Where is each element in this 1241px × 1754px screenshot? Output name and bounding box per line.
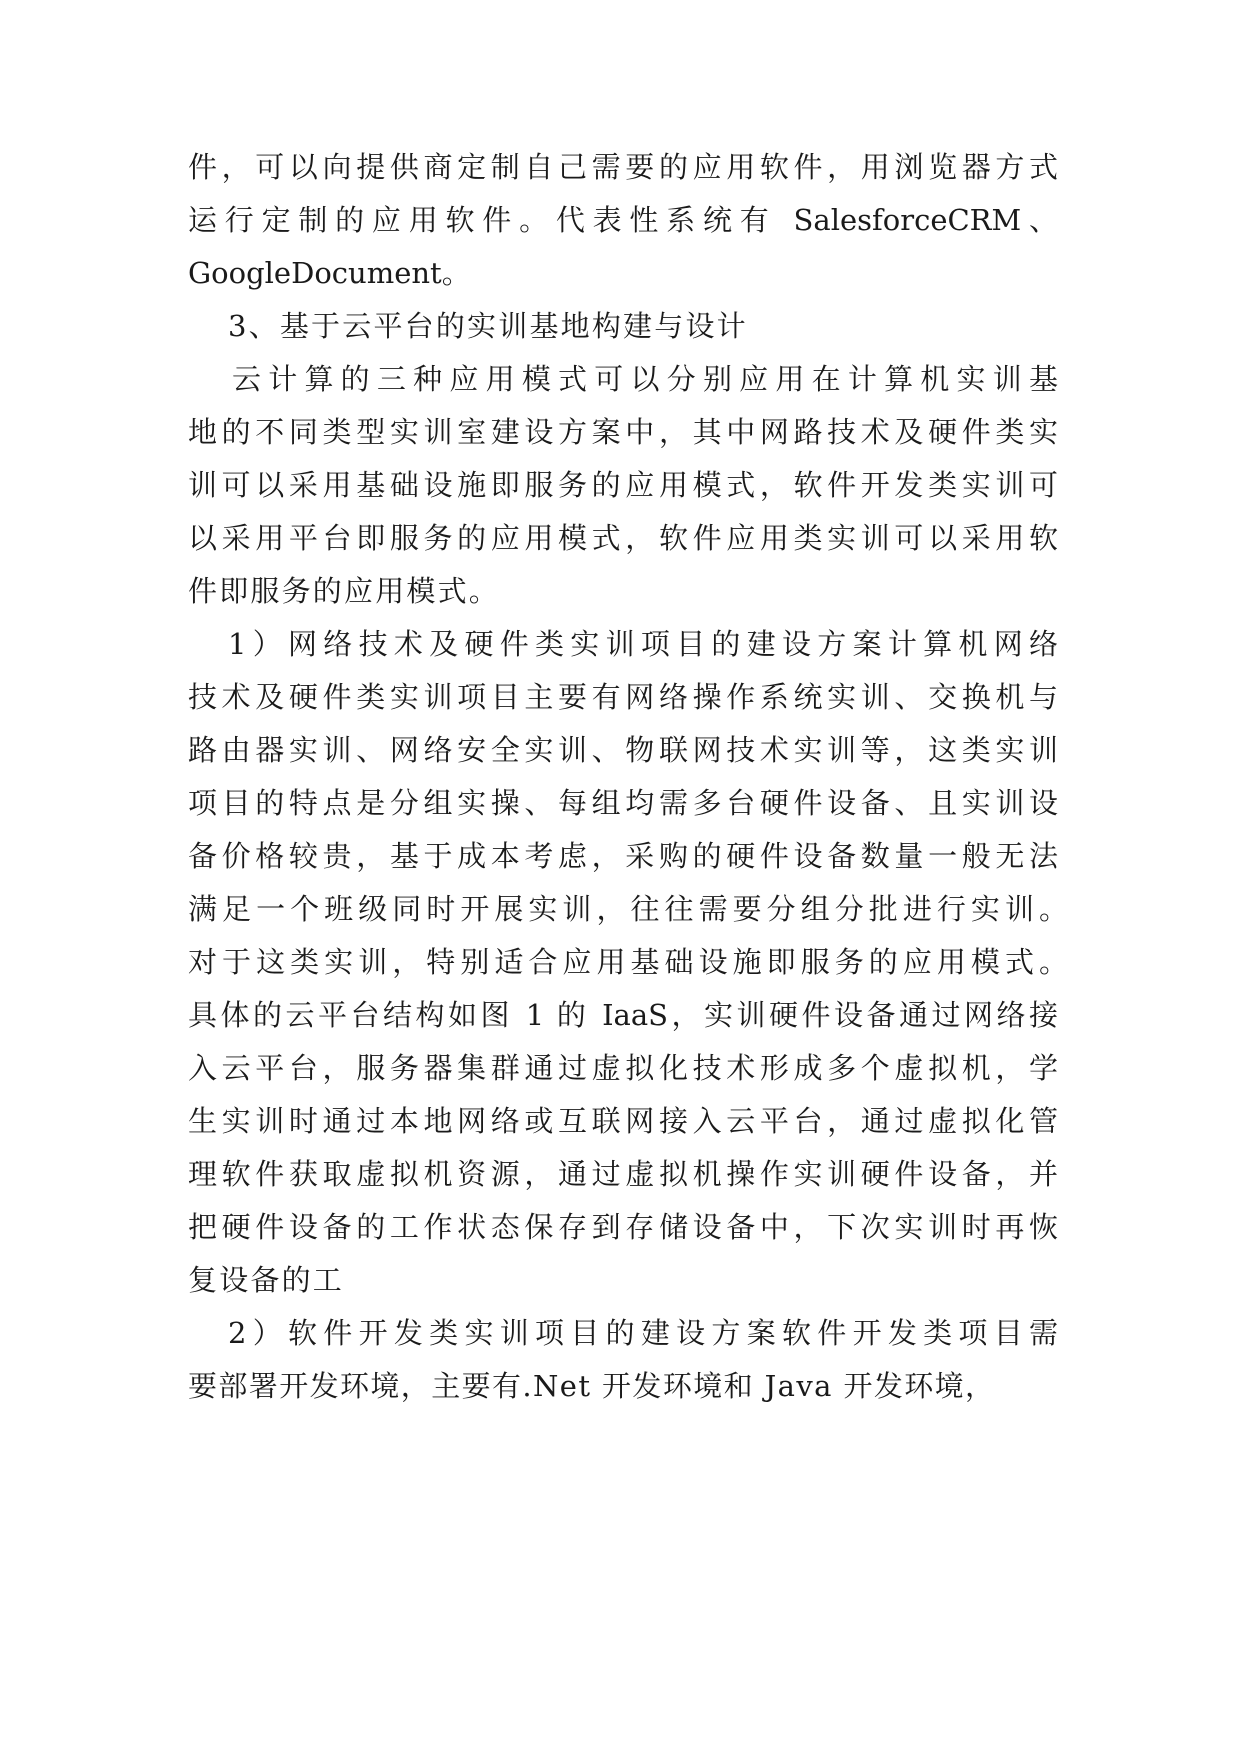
paragraph-2-line-8: 具体的云平台结构如图 1 的 IaaS，实训硬件设备通过网络接 [188, 998, 1058, 1032]
paragraph-1-line-2: 地的不同类型实训室建设方案中，其中网路技术及硬件类实 [188, 415, 1058, 449]
paragraph-3-line-2: 要部署开发环境，主要有.Net 开发环境和 Java 开发环境， [188, 1369, 996, 1403]
text-line-1: 件，可以向提供商定制自己需要的应用软件，用浏览器方式 [188, 150, 1058, 184]
paragraph-1-line-4: 以采用平台即服务的应用模式，软件应用类实训可以采用软 [188, 521, 1058, 555]
paragraph-2-line-3: 路由器实训、网络安全实训、物联网技术实训等，这类实训 [188, 733, 1058, 767]
paragraph-2-line-9: 入云平台，服务器集群通过虚拟化技术形成多个虚拟机，学 [188, 1051, 1058, 1085]
paragraph-2-line-2: 技术及硬件类实训项目主要有网络操作系统实训、交换机与 [188, 680, 1058, 714]
paragraph-2-line-7: 对于这类实训，特别适合应用基础设施即服务的应用模式。 [188, 945, 1068, 979]
paragraph-2-line-6: 满足一个班级同时开展实训，往往需要分组分批进行实训。 [188, 892, 1068, 926]
paragraph-2-line-12: 把硬件设备的工作状态保存到存储设备中，下次实训时再恢 [188, 1210, 1058, 1244]
paragraph-2-line-1: 1）网络技术及硬件类实训项目的建设方案计算机网络 [228, 627, 1058, 661]
text-line-3: GoogleDocument。 [188, 256, 471, 290]
paragraph-3-line-1: 2）软件开发类实训项目的建设方案软件开发类项目需 [228, 1316, 1058, 1350]
paragraph-2-line-5: 备价格较贵，基于成本考虑，采购的硬件设备数量一般无法 [188, 839, 1058, 873]
paragraph-2-line-13: 复设备的工 [188, 1263, 345, 1297]
paragraph-2-line-4: 项目的特点是分组实操、每组均需多台硬件设备、且实训设 [188, 786, 1058, 820]
paragraph-1-line-5: 件即服务的应用模式。 [188, 574, 501, 608]
section-heading: 3、基于云平台的实训基地构建与设计 [228, 309, 748, 343]
paragraph-1-line-1: 云计算的三种应用模式可以分别应用在计算机实训基 [232, 362, 1058, 396]
paragraph-2-line-10: 生实训时通过本地网络或互联网接入云平台，通过虚拟化管 [188, 1104, 1058, 1138]
paragraph-2-line-11: 理软件获取虚拟机资源，通过虚拟机操作实训硬件设备，并 [188, 1157, 1058, 1191]
text-line-2: 运行定制的应用软件。代表性系统有 SalesforceCRM、 [188, 203, 1058, 237]
paragraph-1-line-3: 训可以采用基础设施即服务的应用模式，软件开发类实训可 [188, 468, 1058, 502]
